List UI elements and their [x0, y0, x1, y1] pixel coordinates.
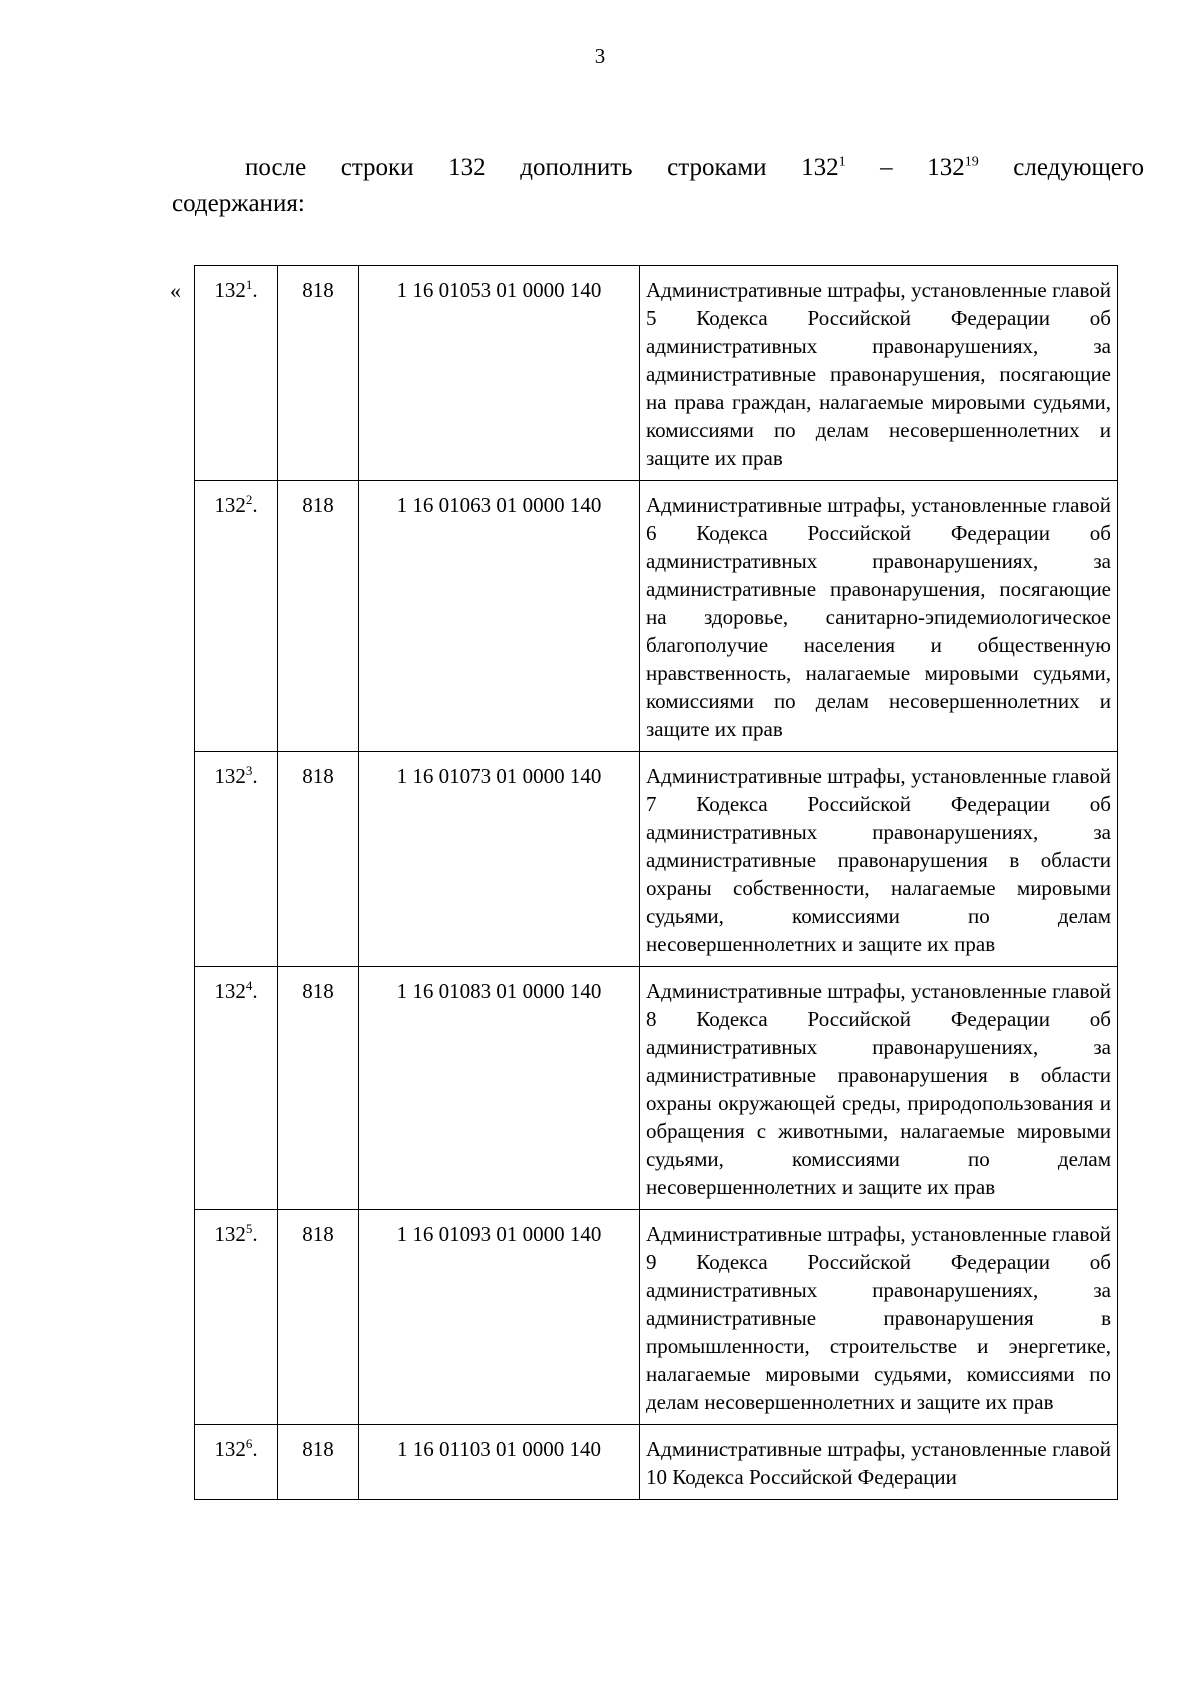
row-number-cell [195, 967, 278, 1210]
row-number-suffix: . [252, 1222, 258, 1246]
table-row [195, 266, 1118, 481]
row-number-sup: 5 [245, 1221, 253, 1236]
admin-code-cell: 818 [278, 266, 359, 481]
kbk-code-cell: 1 16 01053 01 0000 140 [359, 266, 640, 481]
row-number-sup: 2 [245, 492, 253, 507]
opening-quote: « [170, 278, 181, 303]
intro-paragraph [172, 150, 1144, 222]
description-cell: Административные штрафы, установленные главой 9 Кодекса Российской Федерации об административных правонарушениях, за административные правонарушения в промышленности, строительстве и энергетике, налагаемые мировыми судьями, комиссиями по делам несовершеннолетних и защите их прав [640, 1210, 1118, 1425]
intro-word: дополнить [520, 154, 633, 181]
description-cell: Административные штрафы, установленные главой 10 Кодекса Российской Федерации [640, 1425, 1118, 1500]
table-row [195, 1425, 1118, 1500]
table-row [195, 967, 1118, 1210]
description-cell: Административные штрафы, установленные главой 6 Кодекса Российской Федерации об административных правонарушениях, за административные правонарушения, посягающие на здоровье, санитарно-эпидемиологическое благополучие населения и общественную нравственность, налагаемые мировыми судьями, комиссиями по делам несовершеннолетних и защите их прав [640, 481, 1118, 752]
intro-word: после [245, 154, 307, 181]
row-number-suffix: . [252, 493, 258, 517]
row-number-cell [195, 1210, 278, 1425]
row-number-base: 132 [214, 1437, 246, 1461]
row-number-cell [195, 481, 278, 752]
row-number-cell [195, 752, 278, 967]
description-cell: Административные штрафы, установленные главой 7 Кодекса Российской Федерации об административных правонарушениях, за административные правонарушения в области охраны собственности, налагаемые мировыми судьями, комиссиями по делам несовершеннолетних и защите их прав [640, 752, 1118, 967]
admin-code-cell: 818 [278, 1425, 359, 1500]
admin-code-cell: 818 [278, 481, 359, 752]
kbk-code-cell: 1 16 01073 01 0000 140 [359, 752, 640, 967]
row-number-base: 132 [214, 278, 246, 302]
table-row [195, 752, 1118, 967]
kbk-code-cell: 1 16 01063 01 0000 140 [359, 481, 640, 752]
table-row [195, 481, 1118, 752]
kbk-code-cell: 1 16 01083 01 0000 140 [359, 967, 640, 1210]
admin-code-cell: 818 [278, 752, 359, 967]
amendment-table [194, 265, 1118, 1500]
kbk-code-cell: 1 16 01103 01 0000 140 [359, 1425, 640, 1500]
range-dash: – [880, 154, 893, 181]
row-number-base: 132 [214, 764, 246, 788]
intro-word: строки [340, 154, 414, 181]
row-number-cell [195, 1425, 278, 1500]
row-number-sup: 4 [245, 978, 253, 993]
table-row [195, 1210, 1118, 1425]
row-number-suffix: . [252, 979, 258, 1003]
description-cell: Административные штрафы, установленные главой 8 Кодекса Российской Федерации об административных правонарушениях, за административные правонарушения в области охраны окружающей среды, природопользования и обращения с животными, налагаемые мировыми судьями, комиссиями по делам несовершеннолетних и защите их прав [640, 967, 1118, 1210]
intro-word: строками [667, 154, 767, 181]
intro-word: 132 [448, 154, 486, 181]
admin-code-cell: 818 [278, 1210, 359, 1425]
admin-code-cell: 818 [278, 967, 359, 1210]
row-number-base: 132 [214, 1222, 246, 1246]
intro-word: следующего [1013, 154, 1144, 181]
row-number-sup: 6 [245, 1436, 253, 1451]
row-number-base: 132 [214, 979, 246, 1003]
row-number-suffix: . [252, 278, 258, 302]
description-cell: Административные штрафы, установленные главой 5 Кодекса Российской Федерации об административных правонарушениях, за административные правонарушения, посягающие на права граждан, налагаемые мировыми судьями, комиссиями по делам несовершеннолетних и защите их прав [640, 266, 1118, 481]
row-number-cell [195, 266, 278, 481]
range-end: $132^{19}$ [927, 154, 979, 181]
intro-line-2: содержания: [172, 190, 305, 217]
intro-line-1 [172, 150, 1144, 186]
row-number-suffix: . [252, 764, 258, 788]
row-number-sup: 1 [245, 277, 253, 292]
range-start: $132^1$ [801, 154, 846, 181]
row-number-base: 132 [214, 493, 246, 517]
kbk-code-cell: 1 16 01093 01 0000 140 [359, 1210, 640, 1425]
page-number: 3 [594, 44, 606, 68]
row-number-sup: 3 [245, 763, 253, 778]
row-number-suffix: . [252, 1437, 258, 1461]
